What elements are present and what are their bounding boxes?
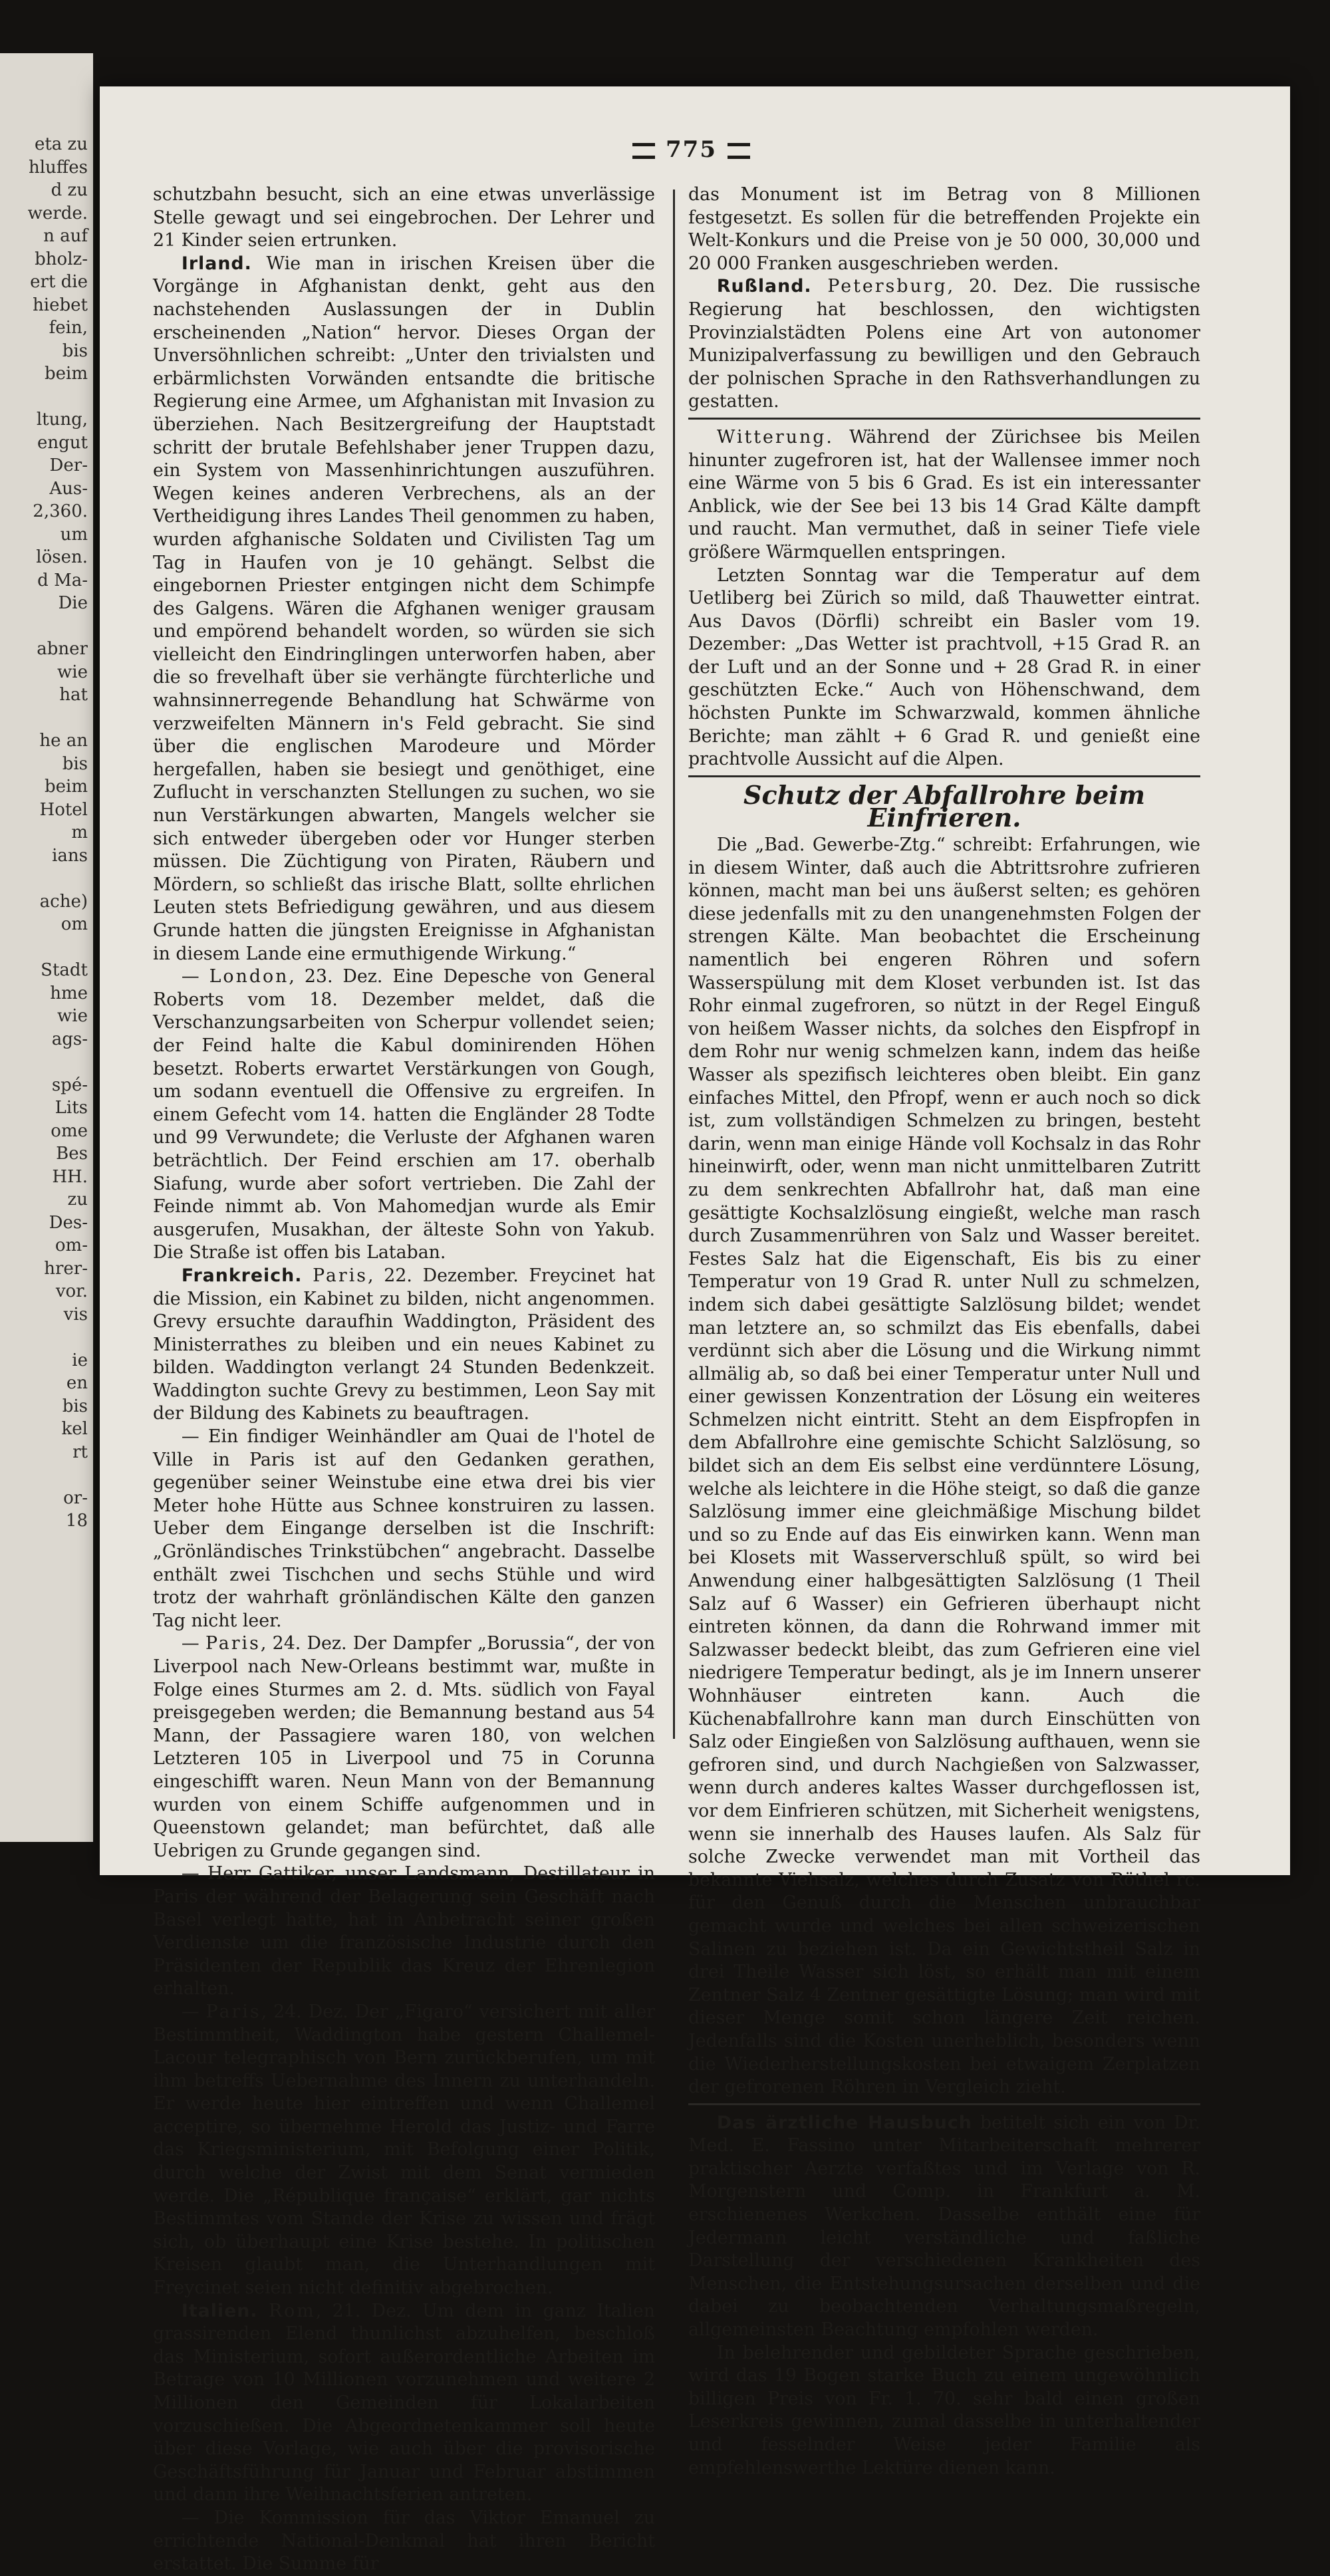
hausbuch-text: betitelt sich ein von Dr. Med. E. Fassino unter Mitarbeiterschaft mehrerer praktischer Aerzte verfaßtes und im Verlage von R. Morgenstern und Comp. in Frankfurt a. M. erschienenes Werkchen. Dasselbe enthält eine für Jedermann leicht verständliche und faßliche Darstellung der verschiedenen Krankheiten des Menschen, die Entstehungsursachen derselben und die dabei zu beobachtenden Verhaltungsmaßregeln, allgemeinsten Beachtung empfohlen werden. <box>688 2112 1200 2341</box>
london-article: — London, 23. Dez. Eine Depesche von General Roberts vom 18. Dezember meldet, daß die Verschanzungsarbeiten von Scherpur vollendet seien; der Feind halte die Kabul dominirenden Höhen besetzt. Roberts erwartet Verstärkungen von Gough, um sodann eventuell die Offensive zu ergreifen. In einem Gefecht vom 14. hatten die Engländer 28 Todte und 99 Verwundete; die Verluste der Afghanen waren beträchtlich. Der Feind erschien am 17. oberhalb Siafung, wurde aber sofort vertrieben. Die Zahl der Feinde nimmt ab. Von Mahomedjan wurde als Emir ausgerufen, Musakhan, der älteste Sohn von Yakub. Die Straße ist offen bis Lataban. <box>153 966 655 1263</box>
section-rule <box>688 418 1200 420</box>
kommission-article: — Die Kommission für das Viktor Emanuel zu errichtende National-Denkmal hat ihren Bericht erstattet. Die Summe für <box>153 2507 655 2575</box>
hausbuch-p2: In belehrender und gebildeter Sprache geschrieben, wird das 19 Bogen starke Buch zu einem ungewöhnlich billigen Preis von Fr. 1. 70. sehr bald einen großen Leserkreis gewinnen, zumal dasselbe in unterhaltender und fesselnder Weise jeder Familie als empfehlenswerthe Lektüre dienen kann. <box>688 2342 1200 2478</box>
hausbuch-heading: Das ärztliche Hausbuch <box>716 2112 972 2133</box>
section-rule <box>688 2103 1200 2105</box>
hausbuch-article <box>688 2112 1200 2342</box>
paris3-article: — Paris, 24. Dez. Der „Figaro“ versichert mit aller Bestimmtheit, Waddington habe gestern Challemel-Lacour telegraphisch von Bern zurückberufen, um mit ihm betreffs Uebernahme des Innern zu unterhandeln. Er werde heute hier eintreffen und wenn Challemel acceptire, so übernehme Herold das Justiz- und Farre das Kriegsministerium, mit Befolgung einer Politik, durch welche der Zwist mit dem Senat vermieden werde. Die „République française“ erklärt, gar nichts Bestimmtes vom Stande der Krise zu wissen und frägt sich, ob überhaupt eine Krise bestehe. In politischen Kreisen glaubt man, die Unterhandlungen mit Freycinet seien nicht definitiv abgebrochen. <box>153 2001 655 2299</box>
page-number <box>622 136 761 163</box>
paris1-text: , 22. Dezember. Freycinet hat die Mission, ein Kabinet zu bilden, nicht angenommen. Grevy ersuchte daraufhin Waddington, Präsident des Ministerrathes zu bleiben und ein neues Kabinet zu bilden. Waddington verlangt 24 Stunden Bedenkzeit. Waddington suchte Grevy zu bestimmen, Leon Say mit der Bildung des Kabinets zu beauftragen. <box>153 1265 655 1424</box>
witterung-heading: Witterung. <box>716 426 834 448</box>
paris2-article: — Paris, 24. Dez. Der Dampfer „Borussia“, der von Liverpool nach New-Orleans bestimmt war, mußte in Folge eines Sturmes am 2. d. Mts. südlich von Fayal preisgegeben werden; die Bemannung bestand aus 54 Mann, der Passagiere waren 180, von welchen Letzteren 105 in Liverpool und 75 in Corunna eingeschifft waren. Neun Mann von der Bemannung wurden von einem Schiffe aufgenommen und in Queenstown gelandet; man befürchtet, daß alle Uebrigen zu Grunde gegangen sind. <box>153 1633 655 1861</box>
wirt-article: — Ein findiger Weinhändler am Quai de l'hotel de Ville in Paris ist auf den Gedanken gerathen, gegenüber seiner Weinstube eine etwa drei bis vier Meter hohe Hütte aus Schnee konstruiren zu lassen. Ueber dem Eingange derselben ist die Inschrift: „Grönländisches Trinkstübchen“ angebracht. Dasselbe enthält zwei Tischchen und sechs Stühle und wird trotz der wahrhaft grönländischen Kälte den ganzen Tag nicht leer. <box>153 1426 655 1631</box>
frankreich-article <box>153 1265 655 1426</box>
italien-heading: Italien. <box>181 2300 258 2321</box>
ornament-left <box>632 143 655 159</box>
russland-heading: Rußland. <box>716 276 812 297</box>
page-number-text: 775 <box>666 136 717 163</box>
right-p1: das Monument ist im Betrag von 8 Millionen festgesetzt. Es sollen für die betreffenden Projekte ein Welt-Konkurs und die Preise von je 50 000, 30,000 und 20 000 Franken ausgeschrieben werden. <box>688 184 1200 274</box>
previous-page-text: eta zu hluffes d zu werde. n auf bholz- ert die hiebet fein, bis beim ltung, engut Der- Aus- 2,360. um lösen. d Ma- Die abner wie hat he an bis beim Hotel m ians ache) om Stadt hme wie ags- spé- Lits ome Bes HH. zu Des- om- hrer- vor. vis ie en bis kel rt or- 18 <box>27 134 88 1531</box>
rom-text: , 21. Dez. Um dem in ganz Italien grassirenden Elend thunlichst abzuhelfen, beschloß das Ministerium, sofort außerordentliche Arbeiten im Betrage von 10 Millionen vorzunehmen und weitere 2 Millionen den Gemeinden für Lokalarbeiten vorzuschießen. Die Abgeordnetenkammer soll heute über diese Vorlage, wie auch über die provisorische Geschäftsführung für Januar und Februar abstimmen und dann ihre Weihnachtsferien antreten. <box>153 2300 655 2506</box>
left-p1: schutzbahn besucht, sich an eine etwas unverlässige Stelle gewagt und sei eingebrochen. Der Lehrer und 21 Kinder seien ertrunken. <box>153 184 655 251</box>
petersburg-place: Petersburg <box>827 276 948 297</box>
rom-place: Rom <box>268 2300 316 2321</box>
irland-text: Wie man in irischen Kreisen über die Vorgänge in Afghanistan denkt, geht aus den nachstehenden Auslassungen der in Dublin erscheinenden „Nation“ hervor. Dieses Organ der Unversöhnlichen schreibt: „Unter den trivialsten und erbärmlichsten Vorwänden entsandte die britische Regierung eine Armee, um Afghanistan mit Invasion zu überziehen. Nach Besitzergreifung der Hauptstadt schritt der brutale Befehlshaber jener Truppen dazu, ein System von Massenhinrichtungen auszuführen. Wegen keines anderen Verbrechens, als an der Vertheidigung ihres Landes Theil genommen zu haben, wurden afghanische Soldaten und Civilisten Tag um Tag in Haufen von je 10 gehängt. Selbst die eingebornen Priester entgingen nicht dem Schimpfe des Galgens. Wären die Afghanen weniger grausam und empörend behandelt worden, so würden sie sich vielleicht den Eindringlingen unterworfen haben, aber die so frevelhaft über sie verhängte fürchterliche und wahnsinnerregende Behandlung hat Schwärme von verzweifelten Männern in's Feld gebracht. Sie sind über die englischen Marodeure und Mörder hergefallen, haben sie besiegt und genöthiget, eine Zuflucht in verschanzten Stellungen zu suchen, wo sie nun Verstärkungen abwarten, Mangels welcher sie sich entweder übergeben oder vor Hunger sterben müssen. Die Züchtigung von Piraten, Räubern und Mördern, so schließt das irische Blatt, sollte ehrlichen Leuten stets Befriedigung gewähren, und aus diesem Grunde hatten die jüngsten Ereignisse in Afghanistan in diesem Lande eine ermuthigende Wirkung.“ <box>153 253 655 964</box>
column-divider <box>673 190 675 1739</box>
irland-article <box>153 253 655 966</box>
london-text: , 23. Dez. Eine Depesche von General Roberts vom 18. Dezember meldet, daß die Verschanzungsarbeiten von Scherpur vollendet seien; der Feind halte die Kabul dominirenden Höhen besetzt. Roberts erwartet Verstärkungen von Gough, um sodann eventuell die Offensive zu ergreifen. In einem Gefecht vom 14. hatten die Engländer 28 Todte und 99 Verwundete; die Verluste der Afghanen waren beträchtlich. Der Feind erschien am 17. oberhalb Siafung, wurde aber sofort vertrieben. Die Zahl der Feinde nimmt ab. Von Mahomedjan wurde als Emir ausgerufen, Musakhan, der älteste Sohn von Yakub. Die Straße ist offen bis Lataban. <box>153 966 655 1263</box>
frankreich-heading: Frankreich. <box>181 1265 303 1286</box>
section-rule <box>688 775 1200 777</box>
paris2-text: , 24. Dez. Der Dampfer „Borussia“, der von Liverpool nach New-Orleans bestimmt war, mußte in Folge eines Sturmes am 2. d. Mts. südlich von Fayal preisgegeben werden; die Bemannung bestand aus 54 Mann, der Passagiere waren 180, von welchen Letzteren 105 in Liverpool und 75 in Corunna eingeschifft waren. Neun Mann von der Bemannung wurden von einem Schiffe aufgenommen und in Queenstown gelandet; man befürchtet, daß alle Uebrigen zu Grunde gegangen sind. <box>153 1633 655 1861</box>
witterung-text: Während der Zürichsee bis Meilen hinunter zugefroren ist, hat der Wallensee immer noch eine Wärme von 5 bis 6 Grad. Es ist ein interessanter Anblick, wie der See bei 13 bis 14 Grad Kälte dampft und raucht. Man vermuthet, daß in seiner Tiefe viele größere Wärmquellen entspringen. <box>688 426 1200 563</box>
schutz-title: Schutz der Abfallrohre beim Einfrieren. <box>743 779 1145 833</box>
paris1-place: Paris <box>313 1265 368 1286</box>
witterung-article <box>688 426 1200 565</box>
schutz-article: Die „Bad. Gewerbe-Ztg.“ schreibt: Erfahrungen, wie in diesem Winter, daß auch die Abtrittsrohre zufrieren können, macht man bei uns äußerst selten; es gehören diese jedenfalls mit zu den unangenehmsten Folgen der strengen Kälte. Man beobachtet die Erscheinung namentlich bei engeren Röhren und sofern Wasserspülung mit dem Kloset verbunden ist. Ist das Rohr einmal zugefroren, so nützt in der Regel Einguß von heißem Wasser nichts, da solches den Eispfropf in dem Rohr nur wenig schmelzen kann, indem das heiße Wasser als spezifisch leichteres oben bleibt. Ein ganz einfaches Mittel, den Pfropf, wenn er auch noch so dick ist, zum vollständigen Schmelzen zu bringen, besteht darin, wenn man einige Hände voll Kochsalz in das Rohr hineinwirft, oder, wenn man nicht unmittelbaren Zutritt zu dem senkrechten Abfallrohr hat, daß man eine gesättigte Kochsalzlösung eingießt, welche man rasch durch Zusammenrühren von Salz und Wasser bereitet. Festes Salz hat die Eigenschaft, Eis bis zu einer Temperatur von 19 Grad R. unter Null zu schmelzen, indem sich dabei gesättigte Salzlösung bildet; wendet man letztere an, so schmilzt das Eis ebenfalls, dabei verdünnt sich aber die Lösung und die Wirkung nimmt allmälig ab, so daß bei einer Temperatur unter Null und einer gewissen Konzentration der Lösung ein weiteres Schmelzen nicht eintritt. Steht an dem Eispfropfen in dem Abfallrohre eine gemischte Schicht Salzlösung, so bildet sich an dem Eis selbst eine verdünntere Lösung, welche als leichtere in die Höhe steigt, so daß die ganze Salzlösung immer eine gleichmäßige Mischung bildet und so zu Ende auf das Eis einwirken kann. Wenn man bei Klosets mit Wasserverschluß spült, so wird bei Anwendung einer halbgesättigten Salzlösung (1 Theil Salz auf 6 Wasser) ein Gefrieren überhaupt nicht eintreten können, da dann die Rohrwand immer mit Salzwasser bedeckt bleibt, das zum Gefrieren eine viel niedrigere Temperatur bedingt, als je im Innern unserer Wohnhäuser eintreten kann. Auch die Küchenabfallrohre kann man durch Einschütten von Salz oder Eingießen von Salzlösung aufthauen, wenn sie gefroren sind, und durch Nachgießen von Salzwasser, wenn durch anderes kaltes Wasser durchgeflossen ist, vor dem Einfrieren schützen, mit Sicherheit wenigstens, wenn sie innerhalb des Hauses laufen. Als Salz für solche Zwecke verwendet man mit Vortheil das bekannte Viehsalz, welches durch Zusatz von Röthel rc. für den Genuß durch die Menschen unbrauchbar gemacht wurde und welches bei allen schweizerischen Salinen zu beziehen ist. Da ein Gewichtstheil Salz in drei Theile Wasser sich löst, so erhält man mit einem Zentner Salz 4 Zentner gesättigte Lösung; man wird mit dieser Menge somit schon längere Zeit reichen. Jedenfalls sind die Kosten unerheblich, besonders wenn die Wiederherstellungskosten bei etwaigem Zerplatzen der gefrorenen Röhren in Vergleich zieht. <box>688 835 1200 2098</box>
left-column <box>153 184 655 2576</box>
russland-article <box>688 275 1200 414</box>
paris3-place: Paris <box>205 2001 261 2022</box>
ornament-right <box>728 143 750 159</box>
italien-article <box>153 2300 655 2507</box>
london-place: London <box>209 966 289 987</box>
paris2-place: Paris <box>205 1633 261 1654</box>
right-column <box>688 184 1200 2480</box>
previous-page-fragment <box>0 53 93 1842</box>
petersburg-text: , 20. Dez. Die russische Regierung hat beschlossen, den wichtigsten Provinzialstädten Polens eine Art von autonomer Munizipalverfassung zu bewilligen und den Gebrauch der polnischen Sprache in den Rathsverhandlungen zu gestatten. <box>688 276 1200 412</box>
sonntag-article: Letzten Sonntag war die Temperatur auf dem Uetliberg bei Zürich so mild, daß Thauwetter eintrat. Aus Davos (Dörfli) schreibt ein Basler vom 19. Dezember: „Das Wetter ist prachtvoll, +15 Grad R. an der Luft und an der Sonne und + 28 Grad R. in einer geschützten Ecke.“ Auch von Höhenschwand, dem höchsten Punkte im Schwarzwald, kommen ähnliche Berichte; man zählt + 6 Grad R. und genießt eine prachtvolle Aussicht auf die Alpen. <box>688 565 1200 770</box>
gattiker-article: — Herr Gattiker, unser Landsmann, Destillateur in Paris der während der Belagerung sein Geschäft nach Basel verlegt hatte, hat in Anbetracht seiner großen Verdienste um die französische Industrie durch den Präsidenten der Republik das Kreuz der Ehrenlegion erhalten. <box>153 1863 655 1999</box>
irland-heading: Irland. <box>181 253 252 274</box>
paris3-text: , 24. Dez. Der „Figaro“ versichert mit aller Bestimmtheit, Waddington habe gestern Challemel-Lacour telegraphisch von Bern zurückberufen, um mit ihm betreffs Uebernahme des Innern zu unterhandeln. Er werde heute hier eintreffen und wenn Challemel acceptire, so übernehme Herold das Justiz- und Farre das Kriegsministerium, mit Befolgung einer Politik, durch welche der Zwist mit dem Senat vermieden werde. Die „République française“ erklärt, gar nichts Bestimmtes vom Stande der Krise zu wissen und frägt sich, ob überhaupt eine Krise bestehe. In politischen Kreisen glaubt man, die Unterhandlungen mit Freycinet seien nicht definitiv abgebrochen. <box>153 2001 655 2299</box>
